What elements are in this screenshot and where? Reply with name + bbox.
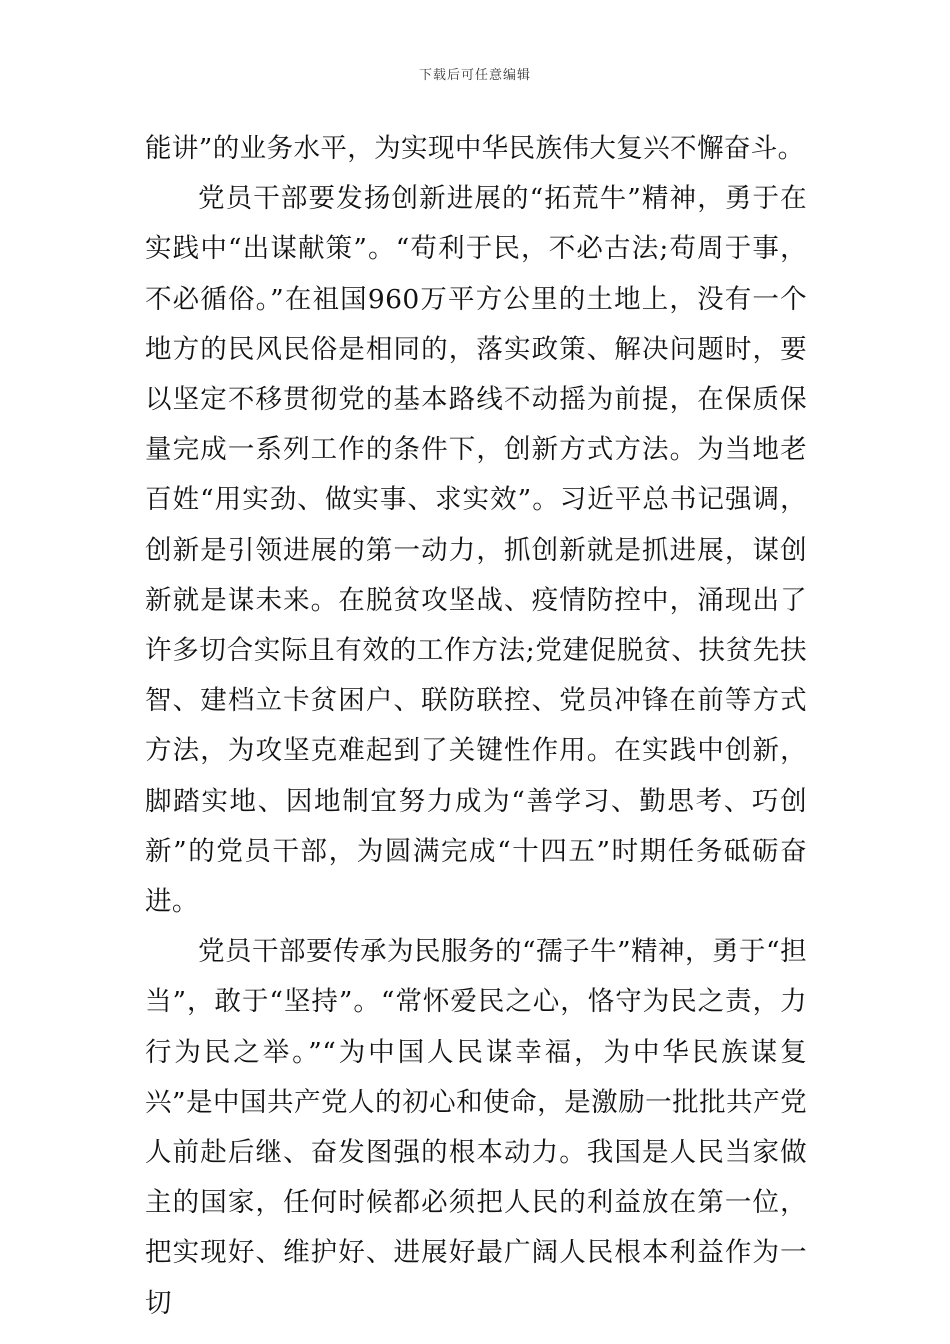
paragraph-1: 能讲”的业务水平，为实现中华民族伟大复兴不懈奋斗。 [145,133,805,164]
document-body [145,124,807,1329]
paragraph-3: 党员干部要传承为民服务的“孺子牛”精神，勇于“担当”，敢于“坚持”。“常怀爱民之心，恪守为民之责，力行为民之举。”“为中国人民谋幸福，为中华民族谋复兴”是中国共产党人的初心和使命，是激励一批批共产党人前赴后继、奋发图强的根本动力。我国是人民当家做主的国家，任何时候都必须把人民的利益放在第一位，把实现好、维护好、进展好最广阔人民根本利益作为一切 [145,936,807,1319]
page-header: 下载后可任意编辑 [418,68,531,83]
paragraph-2: 党员干部要发扬创新进展的“拓荒牛”精神，勇于在实践中“出谋献策”。“苟利于民，不必古法;苟周于事，不必循俗。”在祖国960万平方公里的土地上，没有一个地方的民风民俗是相同的，落实政策、解决问题时，要以坚定不移贯彻党的基本路线不动摇为前提，在保质保量完成一系列工作的条件下，创新方式方法。为当地老百姓“用实劲、做实事、求实效”。习近平总书记强调，创新是引领进展的第一动力，抓创新就是抓进展，谋创新就是谋未来。在脱贫攻坚战、疫情防控中，涌现出了许多切合实际且有效的工作方法;党建促脱贫、扶贫先扶智、建档立卡贫困户、联防联控、党员冲锋在前等方式方法，为攻坚克难起到了关键性作用。在实践中创新，脚踏实地、因地制宜努力成为“善学习、勤思考、巧创新”的党员干部，为圆满完成“十四五”时期任务砥砺奋进。 [145,183,807,918]
